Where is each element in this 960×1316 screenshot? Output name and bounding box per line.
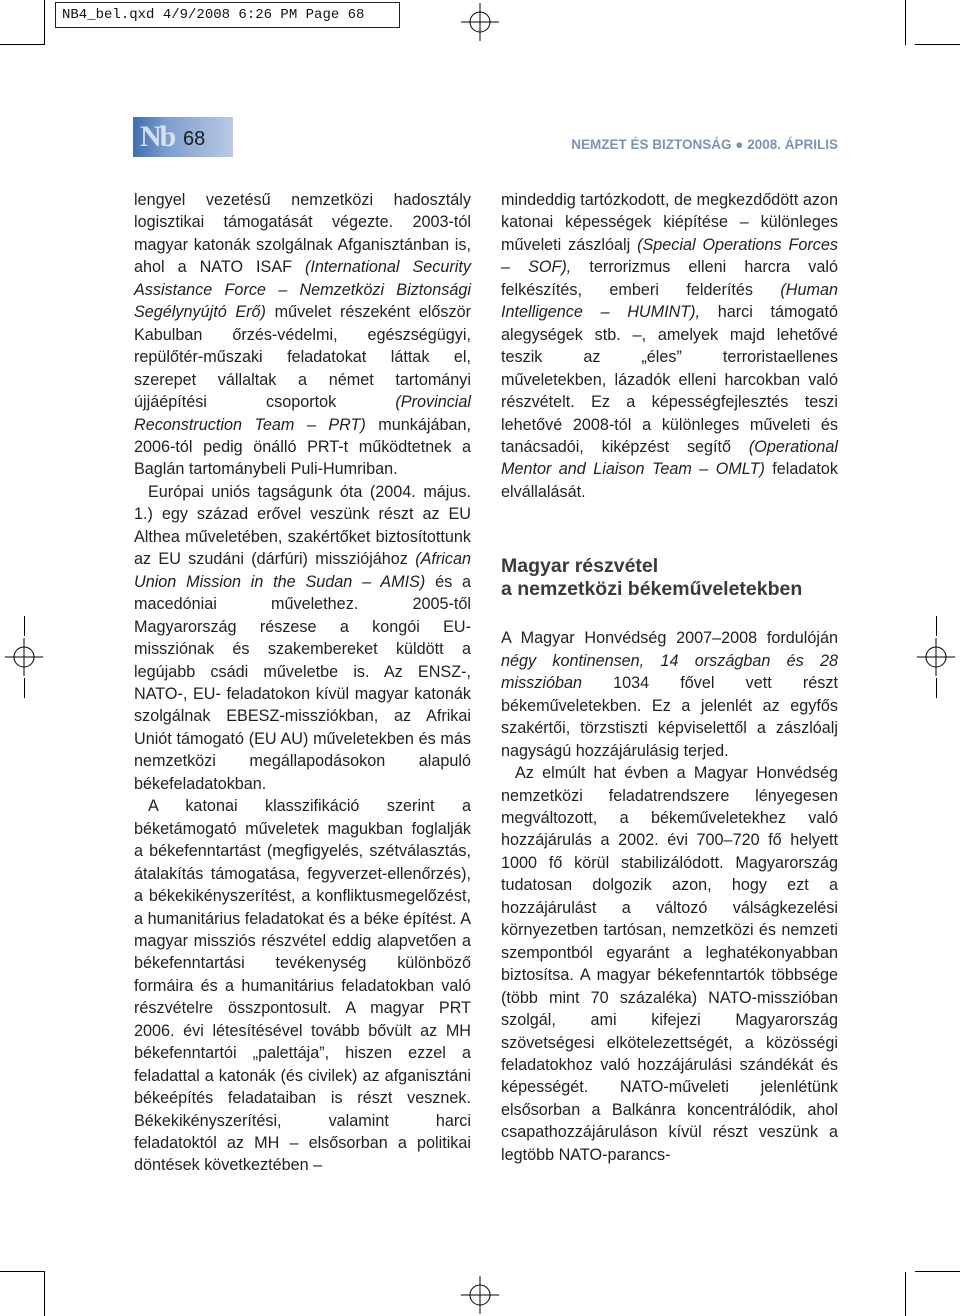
paragraph: Európai uniós tagságunk óta (2004. május. 1.) egy század erővel veszünk részt az EU Althea műveletében, szakértőket biztosítottunk az EU szudáni (dárfúri) missziójához (African Union Mission in the Sudan – AMIS) és a macedóniai művelethez. 2005-től Magyarország részese a kongói EU-missziónak és szakembereket küldött a legújabb csádi műveletbe is. Az ENSZ-, NATO-, EU- feladatokon kívül magyar katonák szolgálnak EBESZ-missziókban, az Afrikai Uniót támogató (EU AU) műveletekben és más nemzetközi megállapodásokon alapuló békefeladatokban.	[134, 482, 471, 793]
registration-mark-icon	[461, 3, 499, 41]
running-head: NEMZET ÉS BIZTONSÁG ● 2008. ÁPRILIS	[571, 137, 838, 152]
registration-mark-icon	[5, 638, 43, 676]
paragraph: A Magyar Honvédség 2007–2008 fordulóján négy kontinensen, 14 országban és 28 misszióban 1034 fővel vett részt békeműveletekben. Ez a jelenlét az egyfős szakértői, törzstiszti képviselettől a zászlóalj nagyságú hozzájárulásig terjed.	[501, 629, 838, 760]
registration-mark-icon	[461, 1276, 499, 1314]
paragraph: lengyel vezetésű nemzetközi hadosztály logisztikai támogatását végezte. 2003-tól magyar katonák szolgálnak Afganisztánban is, ahol a NATO ISAF (International Security Assistance Force – Nemzetközi Biztonsági Segélynyújtó Erő) művelet részeként először Kabulban őrzés-védelmi, egészségügyi, repülőtér-műszaki feladatokat láttak el, szerepet vállaltak a német tartományi újjáépítési csoportok (Provincial Reconstruction Team – PRT) munkájában, 2006-tól pedig önálló PRT-t működtetnek a Baglán tartománybeli Puli-Humriban.	[134, 191, 471, 479]
right-column	[501, 189, 838, 1166]
section-heading: Magyar részvétel a nemzetközi békeműveletekben	[501, 555, 803, 601]
page-number: 68	[183, 128, 206, 150]
paragraph: Az elmúlt hat évben a Magyar Honvédség nemzetközi feladatrendszere lényegesen megváltozott, a békeműveletekhez való hozzájárulás a 2002. évi 700–720 fő helyett 1000 fő körül stabilizálódott. Magyarország tudatosan dolgozik azon, hogy ezt a hozzájárulást a változó válságkezelési környezetben tartósan, nemzetközi és nemzeti szempontból egyaránt a leghatékonyabban biztosítsa. A magyar békefenntartók többsége (több mint 70 százaléka) NATO-misszióban szolgál, ami kifejezi Magyarország szövetségesi elkötelezettségét, a közösségi feladatokhoz való hozzájárulási szándékát és képességét. NATO-műveleti jelenlétünk elsősorban a Balkánra koncentrálódik, ahol csapathozzájáruláson kívül részt veszünk a legtöbb NATO-parancs-	[501, 764, 838, 1164]
slug-line: NB4_bel.qxd 4/9/2008 6:26 PM Page 68	[55, 2, 400, 28]
paragraph: A katonai klasszifikáció szerint a béketámogató műveletek magukban foglalják a békefenntartást (megfigyelés, szétválasztás, átalakítás támogatása, fegyverzet-ellenőrzés), a békekikényszerítést, a konfliktusmegelőzést, a humanitárius feladatokat és a béke építést. A magyar missziós részvétel eddig alapvetően a békefenntartási tevékenység különböző formáira és a humanitárius feladatokban való részvételre összpontosult. A magyar PRT 2006. évi létesítésével tovább bővült az MH békefenntartói „palettája”, hiszen ezzel a feladattal a katonák (és civilek) az afganisztáni békeépítés feladataiban is részt vesznek. Békekikényszerítési, valamint harci feladatoktól az MH – elsősorban a politikai döntések következtében –	[134, 797, 471, 1175]
registration-mark-icon	[917, 638, 955, 676]
paragraph: mindeddig tartózkodott, de megkezdődött azon katonai képességek kiépítése – különleges műveleti zászlóalj (Special Operations Forces – SOF), terrorizmus elleni harcra való felkészítés, emberi felderítés (Human Intelligence – HUMINT), harci támogató alegységek stb. –, amelyek majd lehetővé teszik az „éles” terroristaellenes műveletekben, lázadók elleni harcokban való részvételt. Ez a képességfejlesztés teszi lehetővé 2008-tól a különleges műveleti és tanácsadói, kiképzést segítő (Operational Mentor and Liaison Team – OMLT) feladatok elvállalását.	[501, 191, 839, 501]
left-column	[134, 189, 471, 1177]
journal-logo: Nb	[140, 120, 175, 153]
